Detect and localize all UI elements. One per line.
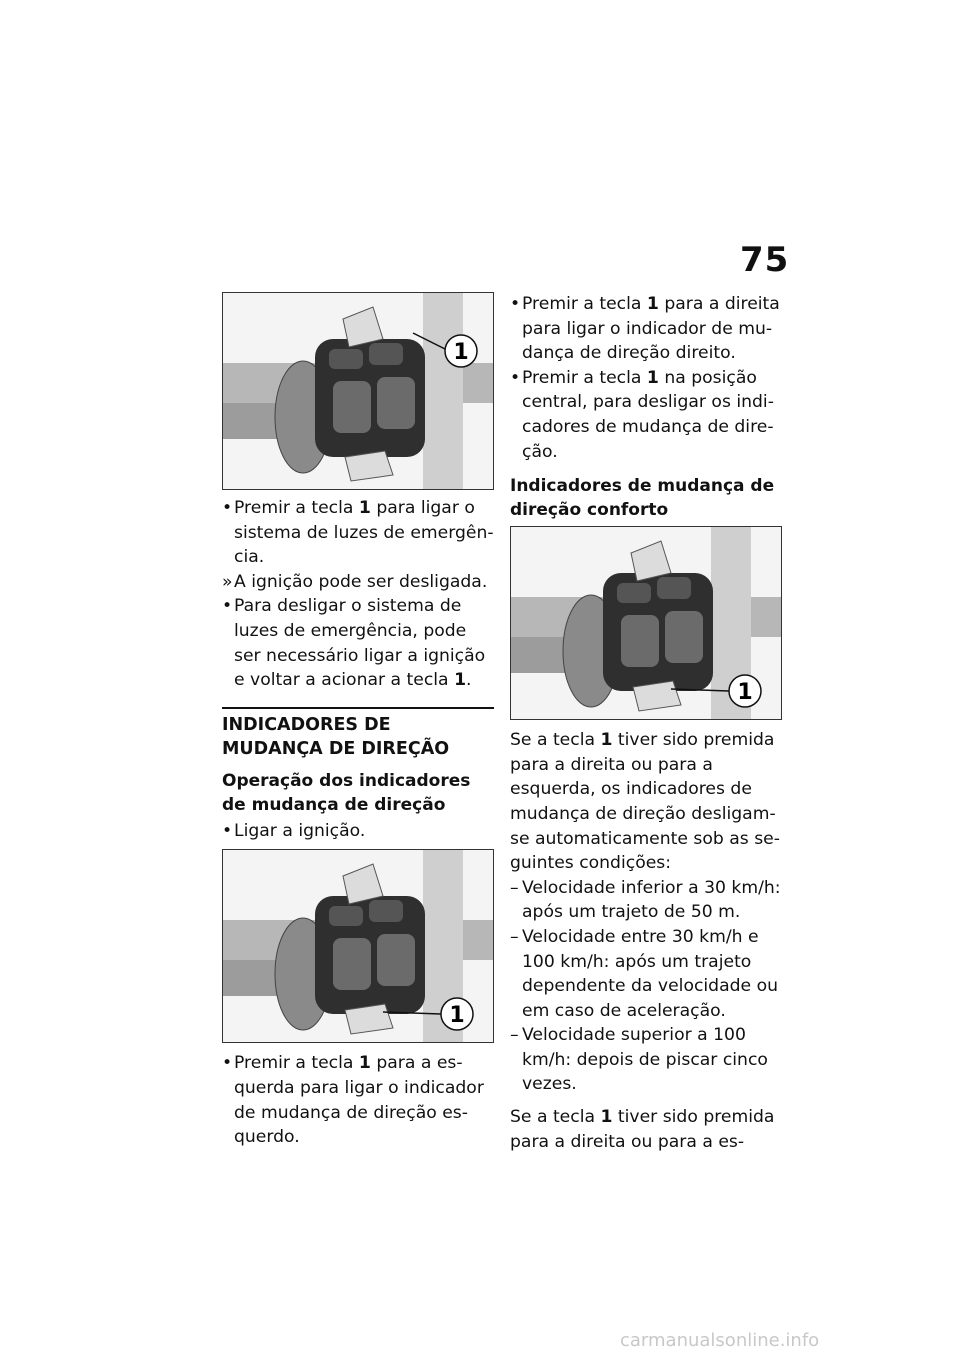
condition-list — [510, 876, 782, 1097]
page-number: 75 — [740, 240, 790, 280]
subsection-title: Indicadores de mudança de direção conforto — [510, 476, 775, 521]
subsection-title: Operação dos indicadores de mudança de direção — [222, 770, 471, 815]
list-item: • Para desligar o sistema de luzes de emergência, pode ser necessário ligar a ignição e voltar a acionar a tecla 1. — [222, 596, 486, 691]
continuation-paragraph: Se a tecla 1 tiver sido premida para a direita ou para a es- — [510, 1107, 775, 1152]
comfort-description: Se a tecla 1 tiver sido premida para a direita ou para a esquerda, os indicadores de mudança de direção desligam-se automaticamente sob as seguintes condições: — [510, 730, 780, 874]
list-item: • Ligar a ignição. — [222, 820, 366, 841]
list-item: • Premir a tecla 1 para a direita para ligar o indicador de mudança de direção direito. — [510, 294, 780, 364]
list-item: – Velocidade inferior a 30 km/h: após um trajeto de 50 m. — [510, 877, 781, 923]
right-turn-instructions — [510, 292, 782, 464]
right-column — [510, 292, 782, 1154]
left-column — [222, 292, 494, 1150]
watermark: carmanualsonline.info — [620, 1330, 820, 1351]
list-item: • Premir a tecla 1 para a esquerda para ligar o indicador de mudança de direção esquerdo. — [222, 1053, 484, 1148]
section-title: INDICADORES DE MUDANÇA DE DIREÇÃO — [222, 707, 494, 761]
handlebar-switch-figure-hazard — [222, 292, 494, 490]
list-item: • Premir a tecla 1 para ligar o sistema de luzes de emergência. — [222, 498, 494, 568]
callout-label: 1 — [453, 340, 469, 365]
ignition-instruction — [222, 819, 494, 844]
list-item: – Velocidade entre 30 km/h e 100 km/h: após um trajeto dependente da velocidade ou em caso de aceleração. — [510, 926, 778, 1021]
list-item: » A ignição pode ser desligada. — [222, 571, 488, 592]
handlebar-switch-figure-left — [222, 849, 494, 1043]
list-item: – Velocidade superior a 100 km/h: depois de piscar cinco vezes. — [510, 1025, 768, 1095]
handlebar-switch-figure-comfort — [510, 526, 782, 720]
list-item: • Premir a tecla 1 na posição central, para desligar os indicadores de mudança de direção. — [510, 367, 774, 462]
left-turn-instruction — [222, 1051, 494, 1149]
callout-label: 1 — [737, 680, 753, 706]
hazard-instructions — [222, 496, 494, 693]
callout-label: 1 — [449, 1003, 465, 1029]
